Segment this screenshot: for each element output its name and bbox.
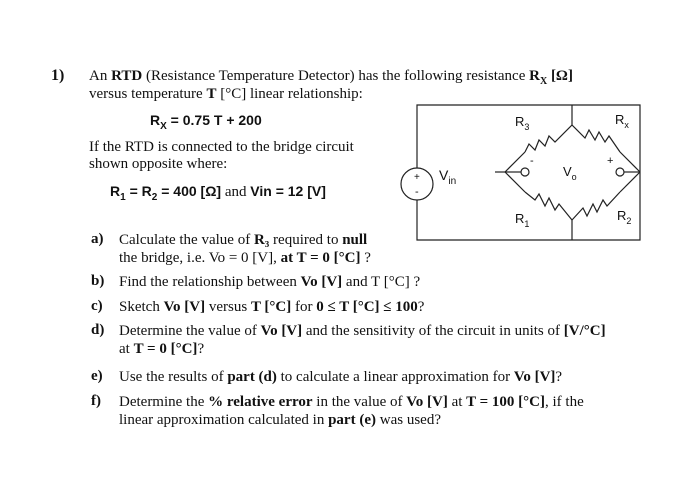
part-label-b: b)	[91, 273, 105, 289]
resistor-rx	[572, 125, 620, 152]
part-label-a: a)	[91, 231, 104, 247]
vo-plus-label: +	[607, 155, 614, 167]
rtd-equation: $R_X = 0.75$ T + 200	[150, 112, 262, 132]
part-c-line-1: Sketch Vo [V] versus T [°C] for 0 ≤ T [°C] ≤ 100?	[119, 299, 425, 315]
condition-line-2: shown opposite where:	[89, 156, 228, 172]
source-plus-label: +	[414, 172, 420, 183]
vo-minus-label: -	[530, 155, 534, 167]
part-f-line-1: Determine the % relative error in the value of Vo [V] at T = 100 [°C], if the	[119, 394, 584, 410]
resistor-r3	[525, 125, 572, 152]
part-d-line-1: Determine the value of Vo [V] and the sensitivity of the circuit in units of [V/°C]	[119, 323, 606, 339]
part-label-d: d)	[91, 322, 105, 338]
question-number: 1)	[51, 67, 65, 84]
r3-label: $R_3$	[515, 114, 530, 132]
part-label-f: f)	[91, 393, 101, 409]
rx-label: $R_x$	[615, 112, 629, 130]
part-d-line-2: at T = 0 [°C]?	[119, 341, 205, 357]
r1-label: $R_1$	[515, 211, 530, 229]
part-a-line-1: Calculate the value of R₃ required to null	[119, 232, 368, 248]
part-label-e: e)	[91, 368, 103, 384]
intro-line-2: versus temperature T [°C] linear relationship:	[89, 86, 363, 102]
part-f-line-2: linear approximation calculated in part (e) was used?	[119, 412, 441, 428]
resistor-r1	[525, 192, 572, 220]
part-e-line-1: Use the results of part (d) to calculate a linear approximation for Vo [V]?	[119, 369, 563, 385]
vo-terminal-left	[521, 168, 529, 176]
vo-terminal-right	[616, 168, 624, 176]
intro-line-1: An RTD (Resistance Temperature Detector) has the following resistance $R_X$ [Ω]	[89, 68, 573, 87]
bridge-circuit-diagram	[395, 100, 670, 245]
vo-label: $V_o$	[563, 164, 577, 182]
part-b-line-1: Find the relationship between Vo [V] and T [°C] ?	[119, 274, 421, 290]
part-label-c: c)	[91, 298, 103, 314]
condition-line-1: If the RTD is connected to the bridge circuit	[89, 139, 354, 155]
vin-label: $V_{in}$	[439, 167, 457, 187]
given-values: $R_1 = R_2 = 400$ [Ω] and Vin = 12 [V]	[110, 183, 326, 203]
resistor-r2	[572, 192, 620, 220]
source-minus-label: -	[415, 186, 419, 198]
r2-label: $R_2$	[617, 208, 632, 226]
part-a-line-2: the bridge, i.e. Vo = 0 [V], at T = 0 [°C] ?	[119, 250, 371, 266]
